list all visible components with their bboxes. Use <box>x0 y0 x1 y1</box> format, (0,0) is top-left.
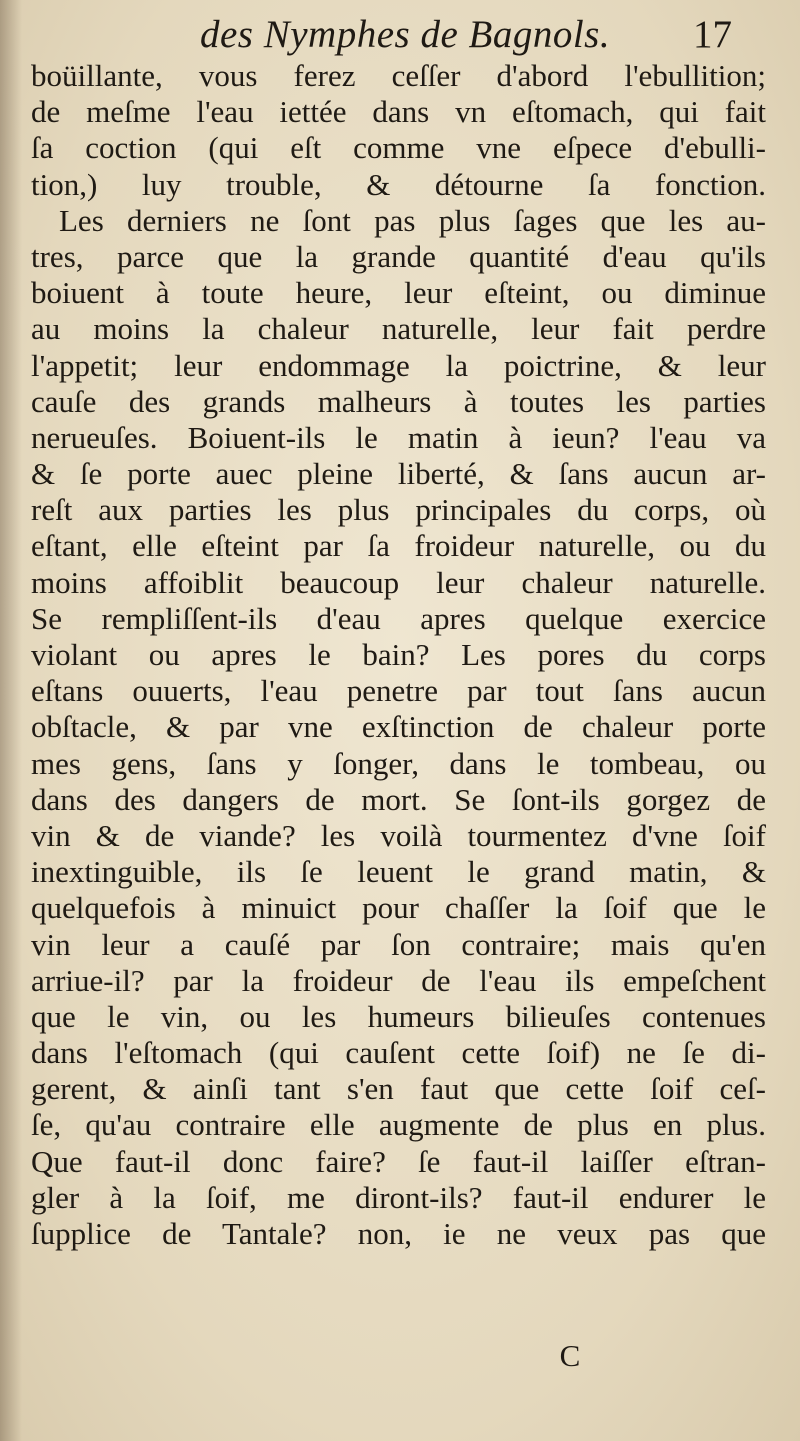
text-line: boiuent à toute heure, leur eſteint, ou diminue <box>31 275 766 311</box>
text-line: quelquefois à minuict pour chaſſer la ſoif que le <box>31 890 766 926</box>
text-line: Les derniers ne ſont pas plus ſages que les au- <box>59 202 766 238</box>
text-line: obſtacle, & par vne exſtinction de chaleur porte <box>31 709 766 745</box>
text-line: violant ou apres le bain? Les pores du corps <box>31 637 766 672</box>
text-line: arriue-il? par la froideur de l'eau ils empeſchent <box>31 962 766 998</box>
page-header <box>30 12 770 62</box>
text-line: gler à la ſoif, me diront-ils? faut-il endurer le <box>31 1179 766 1215</box>
text-line: au moins la chaleur naturelle, leur fait perdre <box>31 311 766 347</box>
text-line: ſa coction (qui eſt comme vne eſpece d'ebulli- <box>31 130 766 166</box>
text-line: eſtans ouuerts, l'eau penetre par tout ſans aucun <box>31 673 766 709</box>
text-line: que le vin, ou les humeurs bilieuſes contenues <box>31 998 766 1034</box>
text-line: tion,) luy trouble, & détourne ſa fonction. <box>31 166 766 202</box>
text-line: l'appetit; leur endommage la poictrine, & leur <box>31 347 766 383</box>
text-line: dans l'eſtomach (qui cauſent cette ſoif) ne ſe di- <box>31 1035 766 1071</box>
running-head: des Nymphes de Bagnols. <box>200 13 611 56</box>
text-line: gerent, & ainſi tant s'en faut que cette ſoif ceſ- <box>31 1071 766 1107</box>
text-line: boüillante, vous ferez ceſſer d'abord l'ebullition; <box>31 58 766 93</box>
text-line: ſe, qu'au contraire elle augmente de plus en plus. <box>31 1107 766 1143</box>
text-line: eſtant, elle eſteint par ſa froideur naturelle, ou du <box>31 528 766 564</box>
text-line: mes gens, ſans y ſonger, dans le tombeau, ou <box>31 745 766 781</box>
text-line: inextinguible, ils ſe leuent le grand matin, & <box>31 854 766 890</box>
page-number: 17 <box>693 13 732 56</box>
text-line: moins affoiblit beaucoup leur chaleur naturelle. <box>31 564 766 600</box>
text-line: vin & de viande? les voilà tourmentez d'vne ſoif <box>31 817 766 853</box>
text-line: ſupplice de Tantale? non, ie ne veux pas que <box>31 1216 766 1251</box>
gutter-shadow <box>0 0 22 1441</box>
text-line: Se rempliſſent-ils d'eau apres quelque exercice <box>31 600 766 636</box>
text-line: dans des dangers de mort. Se ſont-ils gorgez de <box>31 781 766 817</box>
signature-mark: C <box>559 1338 581 1373</box>
text-line: vin leur a cauſé par ſon contraire; mais qu'en <box>31 926 766 962</box>
text-line: de meſme l'eau iettée dans vn eſtomach, qui fait <box>31 94 766 130</box>
text-line: Que faut-il donc faire? ſe faut-il laiſſer eſtran- <box>31 1143 766 1179</box>
body-text <box>31 58 766 1252</box>
text-line: & ſe porte auec pleine liberté, & ſans aucun ar- <box>31 456 766 492</box>
text-line: cauſe des grands malheurs à toutes les parties <box>31 383 766 419</box>
text-line: tres, parce que la grande quantité d'eau qu'ils <box>31 238 766 274</box>
text-line: nerueuſes. Boiuent-ils le matin à ieun? l'eau va <box>31 419 766 455</box>
text-line: reſt aux parties les plus principales du corps, où <box>31 492 766 528</box>
